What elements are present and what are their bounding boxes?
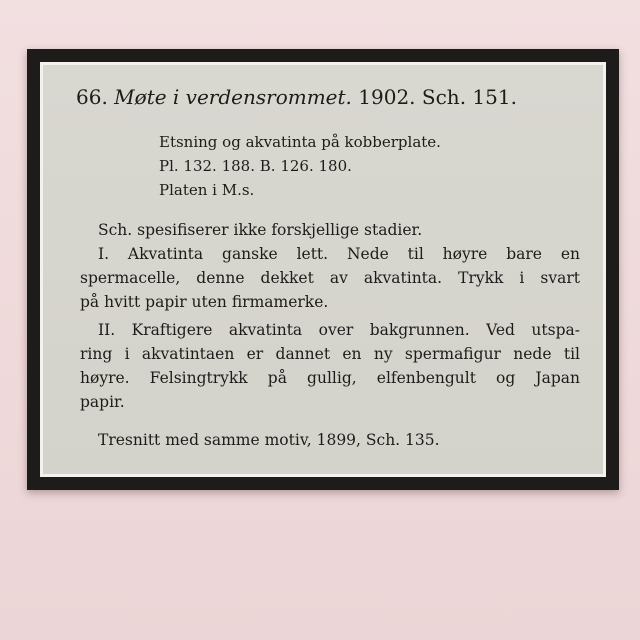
entry-title: Møte i verdensrommet. [114, 85, 352, 109]
dimensions-line: Pl. 132. 188. B. 126. 180. [159, 157, 352, 175]
entry-heading [76, 85, 517, 109]
frame-mat [40, 62, 606, 477]
body-line: papir. [80, 393, 125, 411]
body-line: II. Kraftigere akvatinta over bakgrunnen. Ved utspa- [98, 321, 580, 339]
body-line: I. Akvatinta ganske lett. Nede til høyre bare en [98, 245, 580, 263]
catalog-page [43, 65, 603, 474]
woodcut-note: Tresnitt med samme motiv, 1899, Sch. 135. [98, 431, 440, 449]
body-line: ring i akvatintaen er dannet en ny spermafigur nede til [80, 345, 580, 363]
body-line: Sch. spesifiserer ikke forskjellige stadier. [98, 221, 423, 239]
body-line: på hvitt papir uten firmamerke. [80, 293, 329, 311]
technique-line: Etsning og akvatinta på kobberplate. [159, 133, 441, 151]
entry-number: 66. [76, 85, 108, 109]
body-line: spermacelle, denne dekket av akvatinta. Trykk i svart [80, 269, 580, 287]
picture-frame [27, 49, 619, 490]
entry-year: 1902. [358, 85, 416, 109]
plate-location-line: Platen i M.s. [159, 181, 255, 199]
body-line: høyre. Felsingtrykk på gullig, elfenbengult og Japan [80, 369, 580, 387]
entry-reference: Sch. 151. [421, 85, 517, 109]
